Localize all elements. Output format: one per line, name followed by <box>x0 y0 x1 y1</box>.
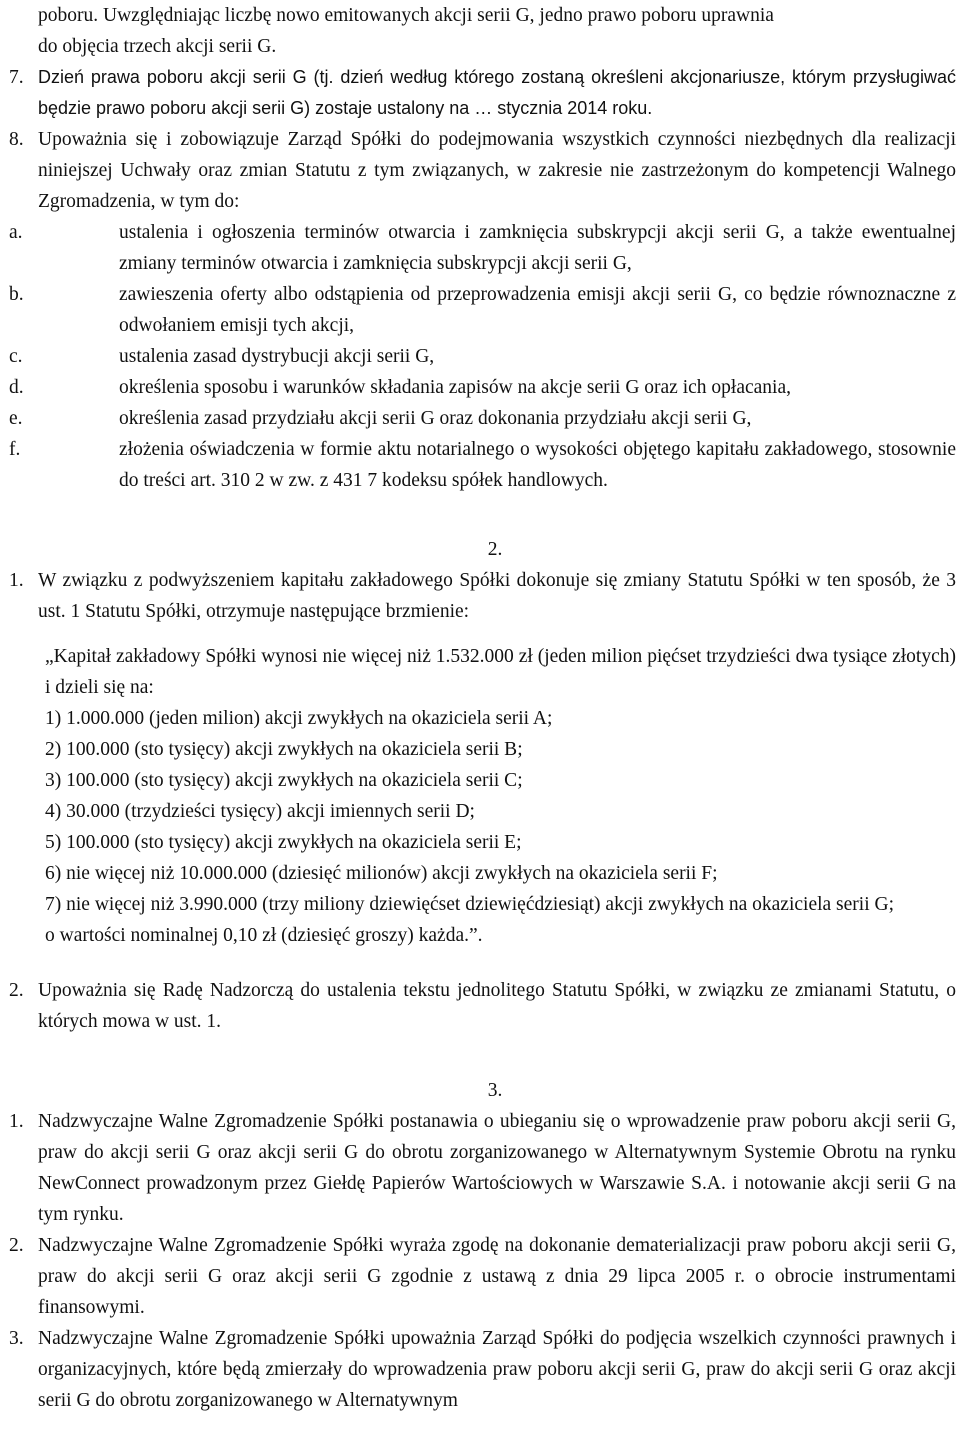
statute-quote-line-2: 2) 100.000 (sto tysięcy) akcji zwykłych na okaziciela serii B; <box>45 739 523 760</box>
statute-quote-intro: „Kapitał zakładowy Spółki wynosi nie więcej niż 1.532.000 zł (jeden milion pięćset trzydzieści dwa tysiące złotych) i dzieli się na: <box>45 646 956 698</box>
section-3-item-3-text: Nadzwyczajne Walne Zgromadzenie Spółki upoważnia Zarząd Spółki do podjęcia wszelkich czynności prawnych i organizacyjnych, które będą zmierzały do wprowadzenia praw poboru akcji serii G, praw do akcji serii G oraz akcji serii G do obrotu zorganizowanego w Alternatywnym <box>38 1328 956 1411</box>
section-2-item-1-text: W związku z podwyższeniem kapitału zakładowego Spółki dokonuje się zmiany Statutu Spółki w ten sposób, że 3 ust. 1 Statutu Spółki, otrzymuje następujące brzmienie: <box>38 570 956 622</box>
item-7-number: 7. <box>9 67 24 88</box>
subitem-c-text: ustalenia zasad dystrybucji akcji serii G, <box>119 346 435 367</box>
subitem-d-letter: d. <box>9 377 24 398</box>
subitem-e-text: określenia zasad przydziału akcji serii G oraz dokonania przydziału akcji serii G, <box>119 408 752 429</box>
subitem-f <box>0 434 960 496</box>
statute-quote-line-5: 5) 100.000 (sto tysięcy) akcji zwykłych na okaziciela serii E; <box>45 832 522 853</box>
section-2-item-1 <box>0 565 960 627</box>
top-fragment <box>0 0 960 62</box>
item-8 <box>0 124 960 217</box>
subitem-c <box>0 341 960 372</box>
top-fragment-line-1: poboru. Uwzględniając liczbę nowo emitowanych akcji serii G, jedno prawo poboru uprawnia <box>38 5 774 26</box>
subitem-d-text: określenia sposobu i warunków składania zapisów na akcje serii G oraz ich opłacania, <box>119 377 791 398</box>
statute-quote-line-1: 1) 1.000.000 (jeden milion) akcji zwykłych na okaziciela serii A; <box>45 708 553 729</box>
item-7 <box>0 62 960 124</box>
section-3-item-1-text: Nadzwyczajne Walne Zgromadzenie Spółki postanawia o ubieganiu się o wprowadzenie praw poboru akcji serii G, praw do akcji serii G oraz akcji serii G do obrotu zorganizowanego w Alternatywnym Systemie Obrotu na rynku NewConnect prowadzonym przez Giełdę Papierów Wartościowych w Warszawie S.A. i notowanie akcji serii G na tym rynku. <box>38 1111 956 1225</box>
subitem-f-text: złożenia oświadczenia w formie aktu notarialnego o wysokości objętego kapitału zakładowego, stosownie do treści art. 310 2 w zw. z 431 7 kodeksu spółek handlowych. <box>119 439 956 491</box>
subitem-d <box>0 372 960 403</box>
subitem-b-letter: b. <box>9 284 24 305</box>
section-3-item-1-number: 1. <box>9 1111 24 1132</box>
statute-quote-line-6: 6) nie więcej niż 10.000.000 (dziesięć milionów) akcji zwykłych na okaziciela serii F; <box>45 863 718 884</box>
subitem-c-letter: c. <box>9 346 23 367</box>
subitem-e <box>0 403 960 434</box>
statute-quote-line-3: 3) 100.000 (sto tysięcy) akcji zwykłych na okaziciela serii C; <box>45 770 523 791</box>
subitem-a <box>0 217 960 279</box>
statute-quote-line-4: 4) 30.000 (trzydzieści tysięcy) akcji imiennych serii D; <box>45 801 475 822</box>
section-3-item-3 <box>0 1323 960 1416</box>
subitem-b-text: zawieszenia oferty albo odstąpienia od przeprowadzenia emisji akcji serii G, co będzie równoznaczne z odwołaniem emisji tych akcji, <box>119 284 956 336</box>
statute-quote-line-7: 7) nie więcej niż 3.990.000 (trzy miliony dziewięćset dziewięćdziesiąt) akcji zwykłych na okaziciela serii G; <box>45 894 895 915</box>
section-2-item-2-number: 2. <box>9 980 24 1001</box>
section-3-item-2-number: 2. <box>9 1235 24 1256</box>
section-3-item-2 <box>0 1230 960 1323</box>
subitem-b <box>0 279 960 341</box>
top-fragment-line-2: do objęcia trzech akcji serii G. <box>38 36 277 57</box>
section-2-item-2 <box>0 975 960 1037</box>
item-8-subitems <box>0 217 960 496</box>
section-2-item-2-text: Upoważnia się Radę Nadzorczą do ustalenia tekstu jednolitego Statutu Spółki, w związku ze zmianami Statutu, o których mowa w ust. 1. <box>38 980 956 1032</box>
subitem-a-text: ustalenia i ogłoszenia terminów otwarcia i zamknięcia subskrypcji akcji serii G, a także ewentualnej zmiany terminów otwarcia i zamknięcia subskrypcji akcji serii G, <box>119 222 956 274</box>
section-3-heading: 3. <box>487 1080 503 1101</box>
item-8-text: Upoważnia się i zobowiązuje Zarząd Spółki do podejmowania wszystkich czynności niezbędnych dla realizacji niniejszej Uchwały oraz zmian Statutu z tym związanych, w zakresie nie zastrzeżonym do kompetencji Walnego Zgromadzenia, w tym do: <box>38 129 956 212</box>
subitem-f-letter: f. <box>9 439 21 460</box>
item-7-text: Dzień prawa poboru akcji serii G (tj. dzień według którego zostaną określeni akcjonariusze, którym przysługiwać będzie prawo poboru akcji serii G) zostaje ustalony na … stycznia 2014 roku. <box>38 67 956 118</box>
statute-quote-closing: o wartości nominalnej 0,10 zł (dziesięć groszy) każda.”. <box>45 925 483 946</box>
statute-quote <box>0 641 960 951</box>
subitem-a-letter: a. <box>9 222 23 243</box>
section-3-item-2-text: Nadzwyczajne Walne Zgromadzenie Spółki wyraża zgodę na dokonanie dematerializacji praw poboru akcji serii G, praw do akcji serii G oraz akcji serii G zgodnie z ustawą z dnia 29 lipca 2005 r. o obrocie instrumentami finansowymi. <box>38 1235 956 1318</box>
section-2-heading: 2. <box>487 539 503 560</box>
section-3-item-3-number: 3. <box>9 1328 24 1349</box>
section-3-item-1 <box>0 1106 960 1230</box>
section-2-item-1-number: 1. <box>9 570 24 591</box>
subitem-e-letter: e. <box>9 408 23 429</box>
item-8-number: 8. <box>9 129 24 150</box>
